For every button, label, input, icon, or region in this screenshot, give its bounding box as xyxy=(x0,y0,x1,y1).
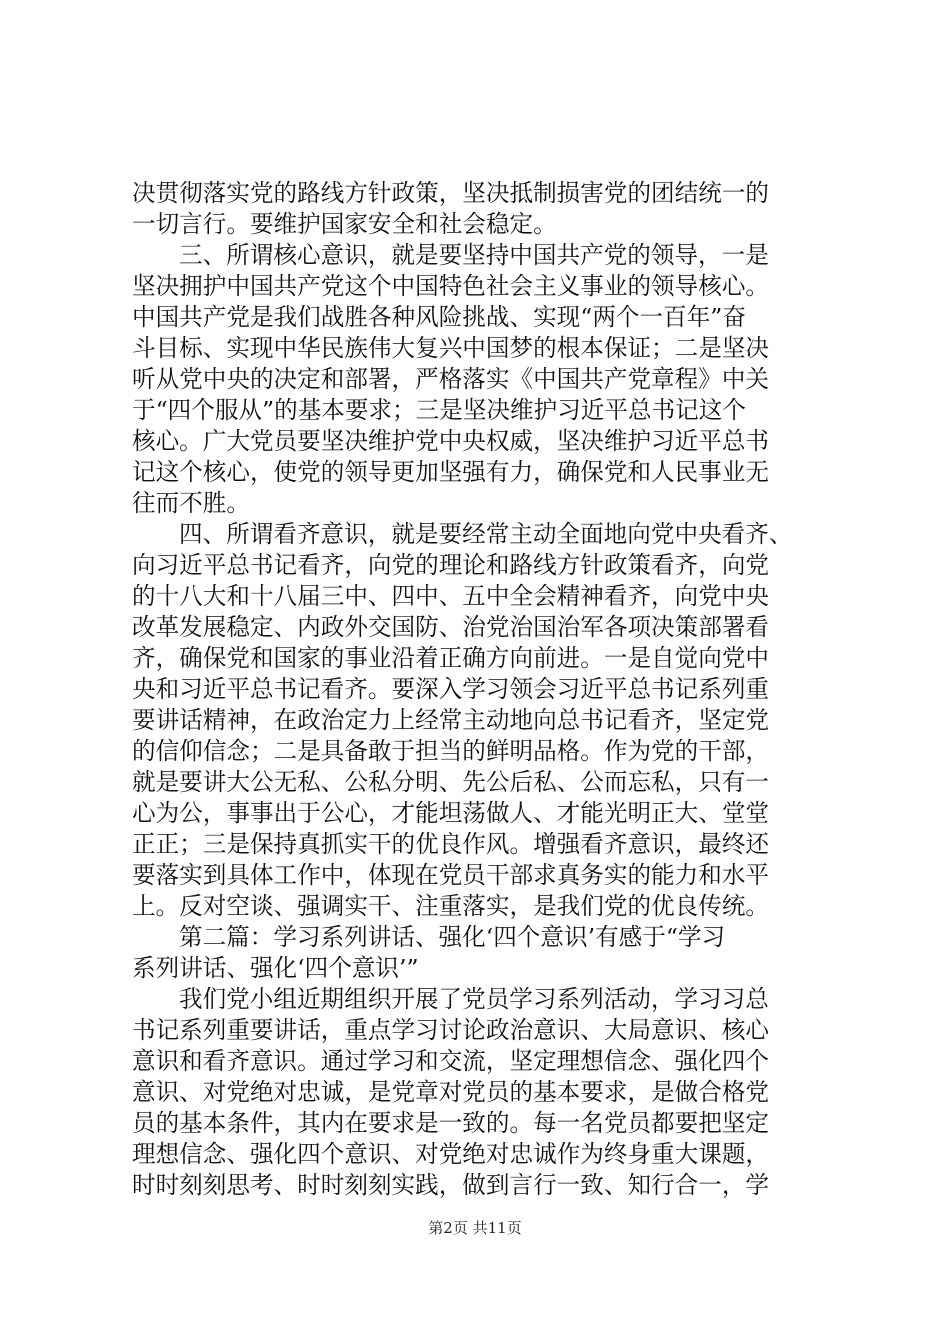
text-line: 齐，确保党和国家的事业沿着正确方向前进。一是自觉向党中 xyxy=(132,644,770,672)
text-line: 心为公，事事出于公心，才能坦荡做人、才能光明正大、堂堂 xyxy=(132,799,770,827)
text-line: 上。反对空谈、强调实干、注重落实，是我们党的优良传统。 xyxy=(132,892,770,920)
page-number-label: 第2页 共11页 xyxy=(428,1219,522,1237)
text-line: 核心。广大党员要坚决维护党中央权威，坚决维护习近平总书 xyxy=(132,427,770,455)
text-line: 书记系列重要讲话，重点学习讨论政治意识、大局意识、核心 xyxy=(132,1016,770,1044)
text-line: 坚决拥护中国共产党这个中国特色社会主义事业的领导核心。 xyxy=(132,272,770,300)
text-line: 决贯彻落实党的路线方针政策，坚决抵制损害党的团结统一的 xyxy=(132,179,770,207)
paragraph-first-line: 四、所谓看齐意识，就是要经常主动全面地向党中央看齐、 xyxy=(179,520,793,548)
paragraph-first-line: 第二篇：学习系列讲话、强化‘四个意识’有感于“学习 xyxy=(179,923,726,951)
document-body xyxy=(132,178,832,1201)
text-line: 往而不胜。 xyxy=(132,489,250,517)
text-line: 要讲话精神，在政治定力上经常主动地向总书记看齐，坚定党 xyxy=(132,706,770,734)
paragraph-first-line: 三、所谓核心意识，就是要坚持中国共产党的领导，一是 xyxy=(179,241,769,269)
text-line: 意识和看齐意识。通过学习和交流，坚定理想信念、强化四个 xyxy=(132,1047,770,1075)
page-footer xyxy=(0,1218,950,1238)
text-line: 要落实到具体工作中，体现在党员干部求真务实的能力和水平 xyxy=(132,861,770,889)
text-line: 就是要讲大公无私、公私分明、先公后私、公而忘私，只有一 xyxy=(132,768,770,796)
text-line: 时时刻刻思考、时时刻刻实践，做到言行一致、知行合一，学 xyxy=(132,1171,770,1199)
text-line: 斗目标、实现中华民族伟大复兴中国梦的根本保证；二是坚决 xyxy=(132,334,770,362)
text-line: 系列讲话、强化‘四个意识’” xyxy=(132,954,419,982)
text-line: 于“四个服从”的基本要求；三是坚决维护习近平总书记这个 xyxy=(132,396,746,424)
text-line: 听从党中央的决定和部署，严格落实《中国共产党章程》中关 xyxy=(132,365,770,393)
text-line: 正正；三是保持真抓实干的优良作风。增强看齐意识，最终还 xyxy=(132,830,770,858)
text-line: 员的基本条件，其内在要求是一致的。每一名党员都要把坚定 xyxy=(132,1109,770,1137)
text-line: 意识、对党绝对忠诚，是党章对党员的基本要求，是做合格党 xyxy=(132,1078,770,1106)
text-line: 中国共产党是我们战胜各种风险挑战、实现“两个一百年”奋 xyxy=(132,303,746,331)
text-line: 一切言行。要维护国家安全和社会稳定。 xyxy=(132,210,557,238)
text-line: 的十八大和十八届三中、四中、五中全会精神看齐，向党中央 xyxy=(132,582,770,610)
text-line: 改革发展稳定、内政外交国防、治党治国治军各项决策部署看 xyxy=(132,613,770,641)
text-line: 理想信念、强化四个意识、对党绝对忠诚作为终身重大课题， xyxy=(132,1140,770,1168)
text-line: 记这个核心，使党的领导更加坚强有力，确保党和人民事业无 xyxy=(132,458,770,486)
text-line: 向习近平总书记看齐，向党的理论和路线方针政策看齐，向党 xyxy=(132,551,770,579)
text-line: 的信仰信念；二是具备敢于担当的鲜明品格。作为党的干部， xyxy=(132,737,770,765)
paragraph-first-line: 我们党小组近期组织开展了党员学习系列活动，学习习总 xyxy=(179,985,769,1013)
text-line: 央和习近平总书记看齐。要深入学习领会习近平总书记系列重 xyxy=(132,675,770,703)
